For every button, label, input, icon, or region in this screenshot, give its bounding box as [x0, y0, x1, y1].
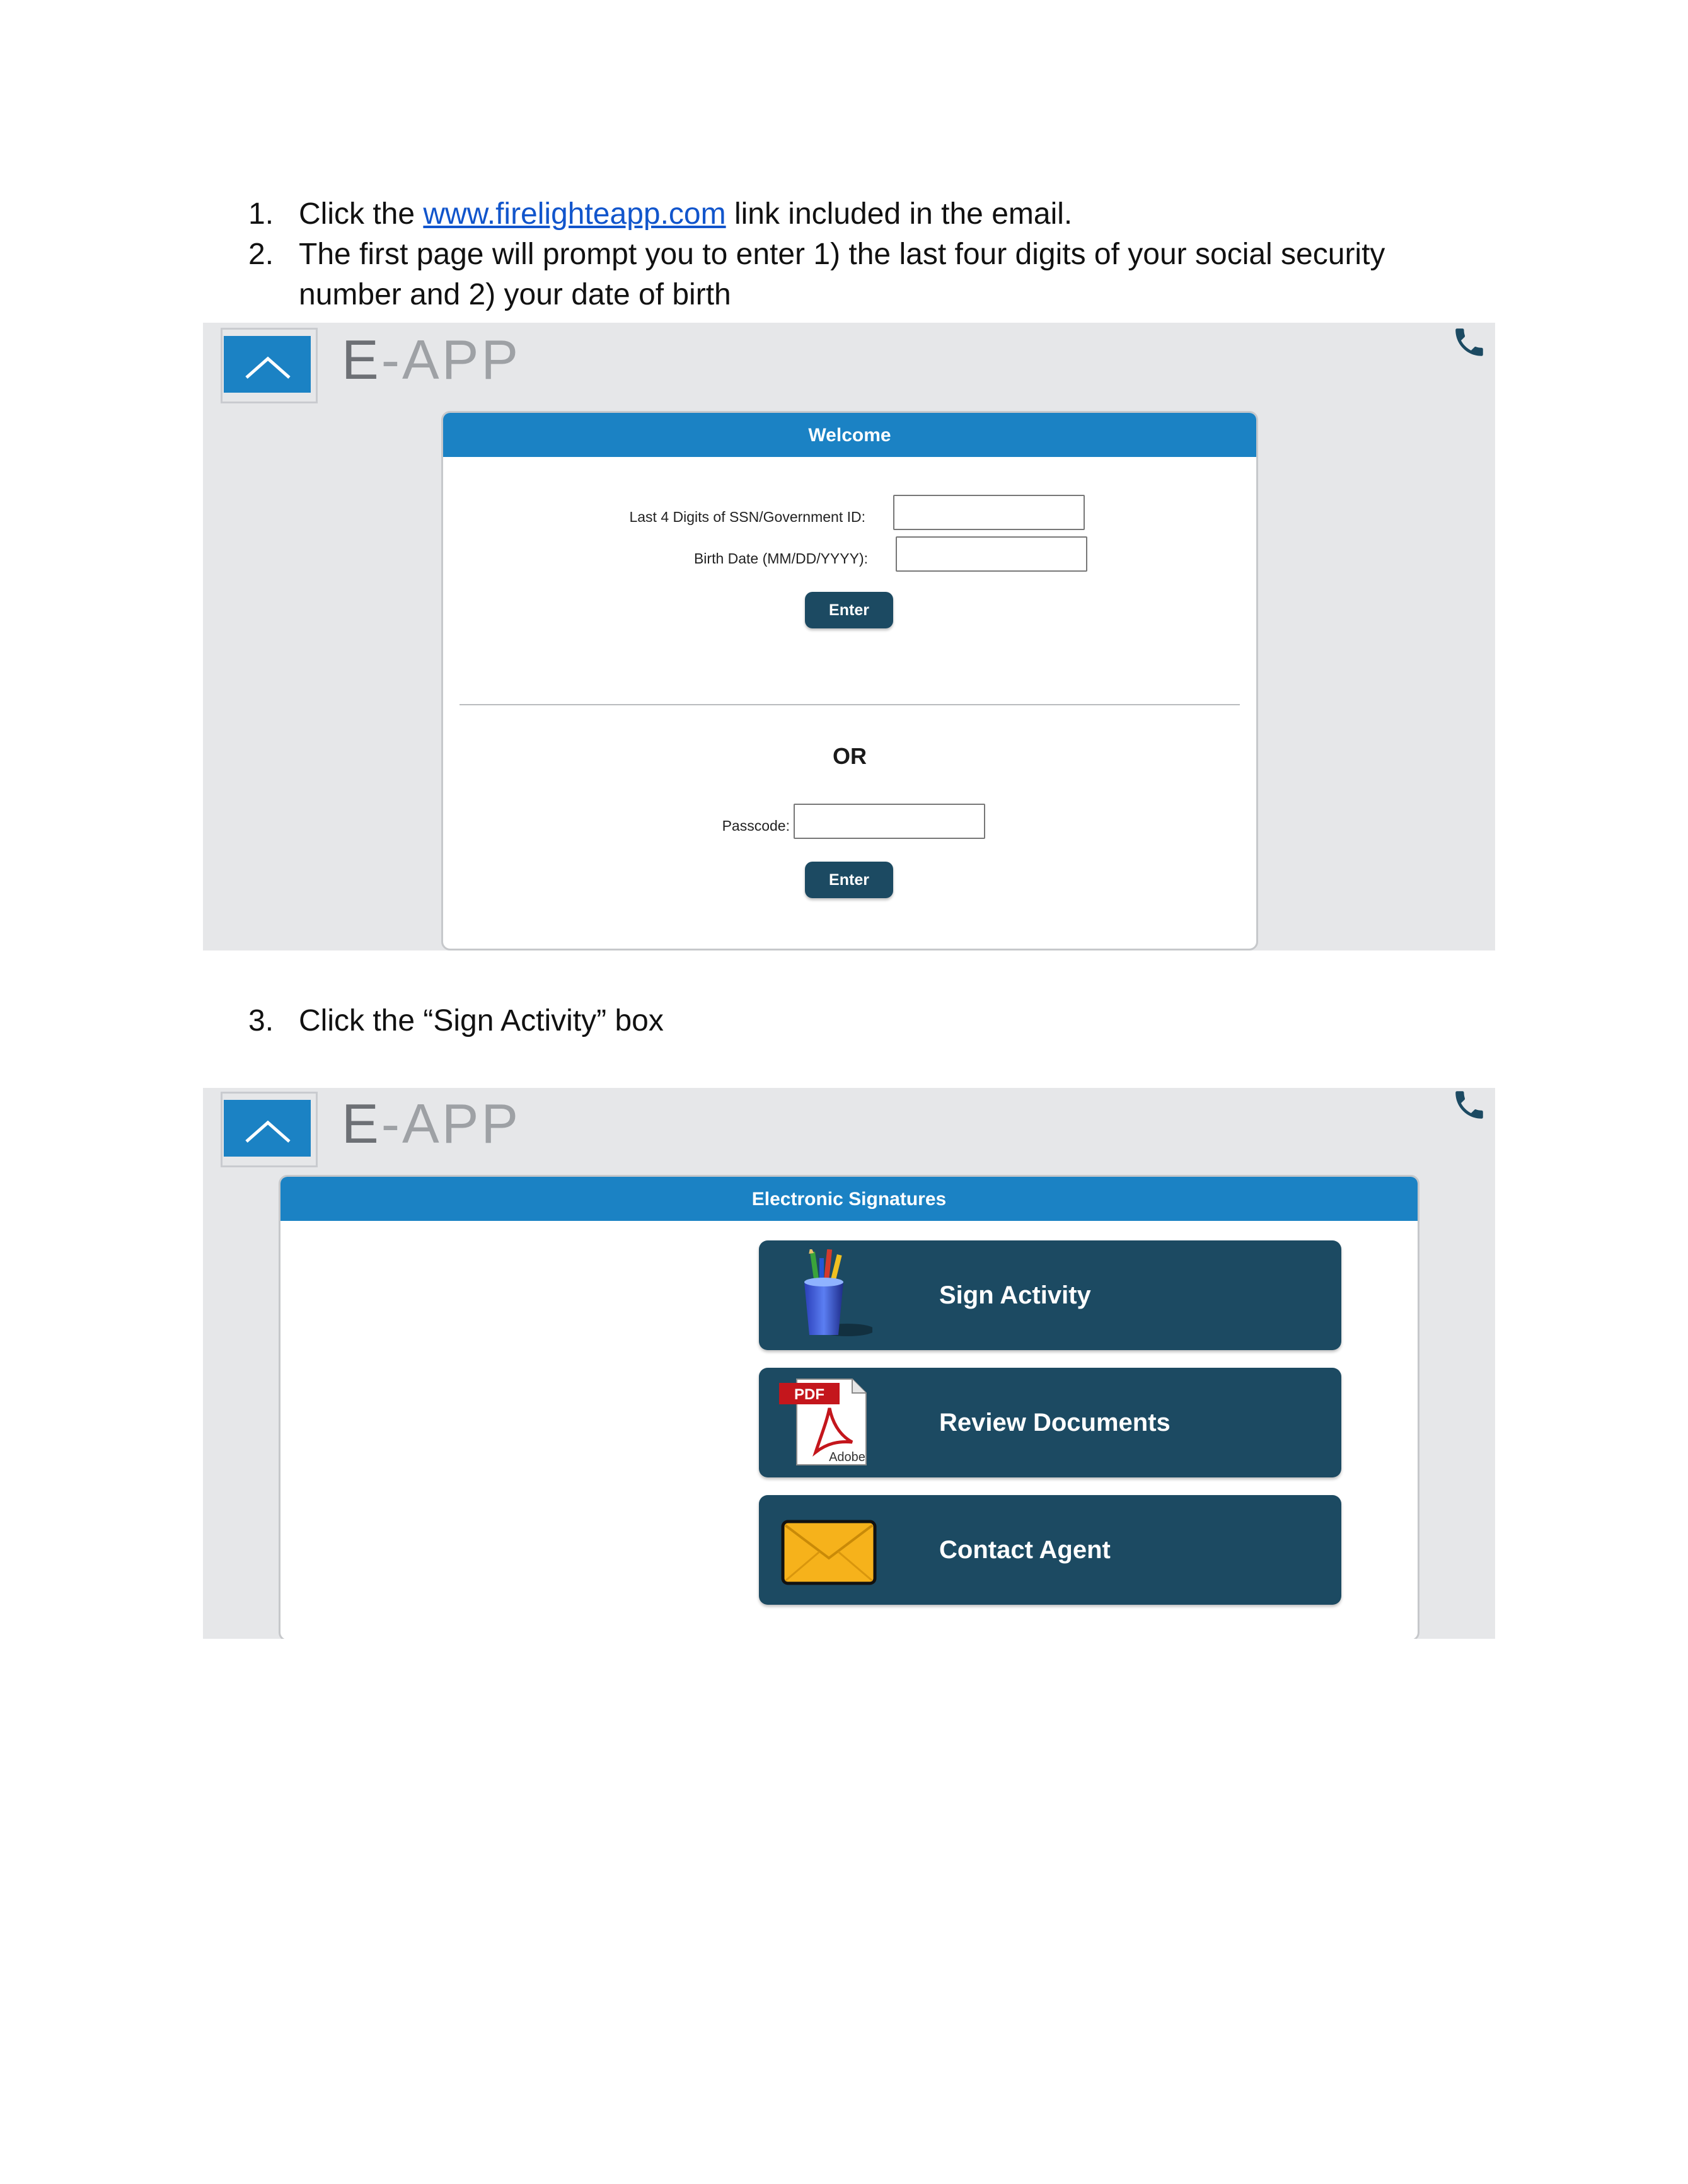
envelope-icon — [778, 1504, 879, 1596]
sign-activity-label: Sign Activity — [939, 1281, 1091, 1309]
step-text-line2: number and 2) your date of birth — [299, 278, 731, 311]
pdf-document-icon — [778, 1377, 872, 1469]
step-number: 2. — [248, 238, 274, 271]
passcode-enter-button[interactable]: Enter — [805, 862, 893, 898]
divider — [460, 704, 1240, 705]
birth-date-input[interactable] — [896, 536, 1087, 572]
passcode-input[interactable] — [794, 804, 985, 839]
welcome-card — [441, 411, 1258, 950]
phone-icon[interactable] — [1451, 324, 1488, 361]
review-documents-label: Review Documents — [939, 1409, 1171, 1436]
login-screenshot — [203, 323, 1495, 950]
contact-agent-label: Contact Agent — [939, 1536, 1111, 1564]
svg-text:PDF: PDF — [794, 1386, 824, 1403]
step-number: 1. — [248, 197, 274, 231]
birth-date-label: Birth Date (MM/DD/YYYY): — [693, 550, 868, 567]
sign-activity-button[interactable] — [759, 1240, 1341, 1350]
passcode-label: Passcode: — [722, 818, 790, 834]
svg-text:Adobe: Adobe — [829, 1450, 865, 1464]
or-separator: OR — [833, 743, 867, 769]
esign-screenshot — [203, 1088, 1495, 1639]
step-text-line1: The first page will prompt you to enter 1) the last four digits of your social security — [299, 238, 1385, 271]
welcome-title: Welcome — [443, 413, 1256, 457]
review-documents-button[interactable] — [759, 1368, 1341, 1477]
pencil-cup-icon — [778, 1249, 872, 1341]
app-logo-text: E-APP — [342, 1092, 521, 1155]
logo-icon — [221, 328, 318, 403]
step-number: 3. — [248, 1004, 274, 1037]
app-logo-text: E-APP — [342, 328, 521, 391]
phone-icon[interactable] — [1451, 1088, 1488, 1123]
esign-title: Electronic Signatures — [280, 1177, 1418, 1221]
logo-icon — [221, 1092, 318, 1167]
step-text: Click the “Sign Activity” box — [299, 1004, 664, 1037]
step-text-after: link included in the email. — [725, 197, 1073, 231]
step-text — [299, 194, 1072, 234]
ssn-label: Last 4 Digits of SSN/Government ID: — [629, 509, 865, 525]
enter-button[interactable]: Enter — [805, 592, 893, 628]
firelight-link[interactable]: www.firelighteapp.com — [423, 197, 726, 231]
step-text-before: Click the — [299, 197, 424, 231]
contact-agent-button[interactable] — [759, 1495, 1341, 1605]
ssn-input[interactable] — [893, 495, 1085, 530]
